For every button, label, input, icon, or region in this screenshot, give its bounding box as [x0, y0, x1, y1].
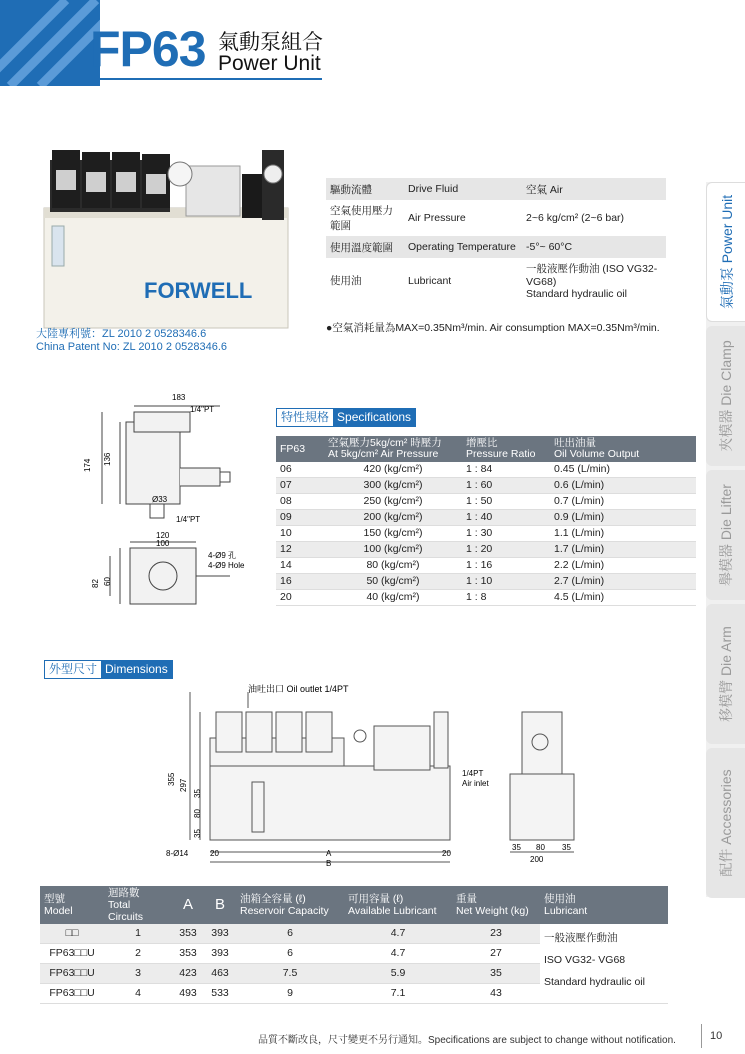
- svg-text:183: 183: [172, 393, 186, 402]
- table-row: 使用溫度範圍 Operating Temperature -5°~ 60°C: [326, 236, 666, 258]
- air-consumption-note: ●空氣消耗量為MAX=0.35Nm³/min. Air consumption MAX=0.35Nm³/min.: [326, 322, 660, 334]
- svg-text:60: 60: [103, 577, 112, 586]
- table-row: 16 50 (kg/cm²) 1 : 10 2.7 (L/min): [276, 574, 696, 590]
- spec-section-label: 特性規格 Specifications: [276, 408, 416, 427]
- svg-text:82: 82: [91, 579, 100, 588]
- table-row: 驅動流體 Drive Fluid 空氣 Air: [326, 178, 666, 200]
- tab-power-unit[interactable]: 氣動泵 Power Unit: [706, 182, 745, 322]
- svg-text:174: 174: [83, 458, 92, 472]
- table-row: 06 420 (kg/cm²) 1 : 84 0.45 (L/min): [276, 462, 696, 478]
- table-row: FP63□□U 4 493 533 9 7.1 43: [40, 984, 668, 1004]
- table-row: 空氣使用壓力範圍 Air Pressure 2~6 kg/cm² (2~6 bar): [330, 205, 625, 232]
- footer-notice: 品質不斷改良，尺寸變更不另行通知。Specifications are subject to change without notification.: [258, 1035, 676, 1046]
- table-row: 10 150 (kg/cm²) 1 : 30 1.1 (L/min): [276, 526, 696, 542]
- header-stripe-pattern: [0, 0, 100, 86]
- tab-die-arm[interactable]: 移模臂 Die Arm: [706, 604, 745, 744]
- svg-text:100: 100: [156, 539, 170, 548]
- table-row: 14 80 (kg/cm²) 1 : 16 2.2 (L/min): [276, 558, 696, 574]
- tab-accessories[interactable]: 配件 Accessories: [706, 748, 745, 898]
- table-row: FP63□□U 2 353 393 6 4.7 27: [40, 944, 668, 964]
- dimensions-table: [40, 886, 668, 1004]
- dimensions-section-label: 外型尺寸 Dimensions: [44, 660, 173, 679]
- svg-text:8-Ø14: 8-Ø14: [166, 849, 189, 858]
- svg-text:1/4PT: 1/4PT: [462, 769, 484, 778]
- svg-text:136: 136: [103, 452, 112, 466]
- product-photo: [36, 140, 290, 330]
- table-row: FP63□□U 3 423 463 7.5 5.9 35: [40, 964, 668, 984]
- title-english: Power Unit: [218, 52, 321, 75]
- table-row: □□ 1 353 393 6 4.7 23 一般液壓作動油 ISO VG32- VG68 Standard hydraulic oil: [40, 924, 668, 944]
- tab-die-lifter[interactable]: 舉模器 Die Lifter: [706, 470, 745, 600]
- table-row: 12 100 (kg/cm²) 1 : 20 1.7 (L/min): [276, 542, 696, 558]
- model-title: FP63: [90, 21, 206, 77]
- page-divider: [701, 1024, 702, 1048]
- svg-text:35: 35: [512, 843, 521, 852]
- page-number: 10: [710, 1030, 723, 1042]
- svg-text:20: 20: [210, 849, 219, 858]
- table-row: 09 200 (kg/cm²) 1 : 40 0.9 (L/min): [276, 510, 696, 526]
- brand-logo: FORWELL: [144, 278, 253, 303]
- table-row: 20 40 (kg/cm²) 1 : 8 4.5 (L/min): [276, 590, 696, 606]
- svg-text:20: 20: [442, 849, 451, 858]
- table-row: 08 250 (kg/cm²) 1 : 50 0.7 (L/min): [276, 494, 696, 510]
- general-spec-table: [326, 178, 666, 303]
- table-row: 07 300 (kg/cm²) 1 : 60 0.6 (L/min): [276, 478, 696, 494]
- svg-text:35: 35: [193, 829, 202, 838]
- svg-text:4-Ø9 Hole: 4-Ø9 Hole: [208, 561, 245, 570]
- svg-text:1/4"PT: 1/4"PT: [190, 405, 215, 414]
- table-header-row: FP63 空氣壓力5kg/cm² 時壓力 At 5kg/cm² Air Pressure 增壓比 Pressure Ratio 吐出油量 Oil Volume Output: [276, 436, 696, 462]
- svg-text:355: 355: [167, 772, 176, 786]
- svg-text:A: A: [326, 849, 332, 858]
- svg-text:Ø33: Ø33: [152, 495, 168, 504]
- table-header-row: 型號 Model 迴路數 Total Circuits A B 油箱全容量 (ℓ) Reservoir Capacity 可用容量 (ℓ) Available Lubricant 重量 Net Weight (kg) 使用油 Lubricant: [40, 886, 668, 924]
- svg-text:B: B: [326, 859, 332, 868]
- patent-info: 大陸專利號：ZL 2010 2 0528346.6 China Patent No: ZL 2010 2 0528346.6: [36, 328, 228, 353]
- svg-text:200: 200: [530, 855, 544, 864]
- svg-text:297: 297: [179, 778, 188, 792]
- svg-text:80: 80: [193, 809, 202, 818]
- tab-die-clamp[interactable]: 夾模器 Die Clamp: [706, 326, 745, 466]
- svg-text:1/4"PT: 1/4"PT: [176, 515, 201, 524]
- svg-text:35: 35: [562, 843, 571, 852]
- header-underline: [90, 78, 322, 80]
- svg-text:80: 80: [536, 843, 545, 852]
- title-chinese: 氣動泵組合: [218, 31, 323, 54]
- svg-text:35: 35: [193, 789, 202, 798]
- svg-text:油吐出口 Oil outlet 1/4PT: 油吐出口 Oil outlet 1/4PT: [248, 684, 349, 694]
- svg-text:Air inlet: Air inlet: [462, 779, 489, 788]
- dimensions-drawing: [160, 682, 590, 874]
- pump-dimension-drawing: [80, 388, 260, 618]
- table-row: 使用油 Lubricant 一般液壓作動油 (ISO VG32-VG68) Standard hydraulic oil: [330, 263, 658, 300]
- svg-text:120: 120: [156, 531, 170, 540]
- specifications-table: [276, 436, 696, 606]
- svg-text:4-Ø9 孔: 4-Ø9 孔: [208, 551, 237, 560]
